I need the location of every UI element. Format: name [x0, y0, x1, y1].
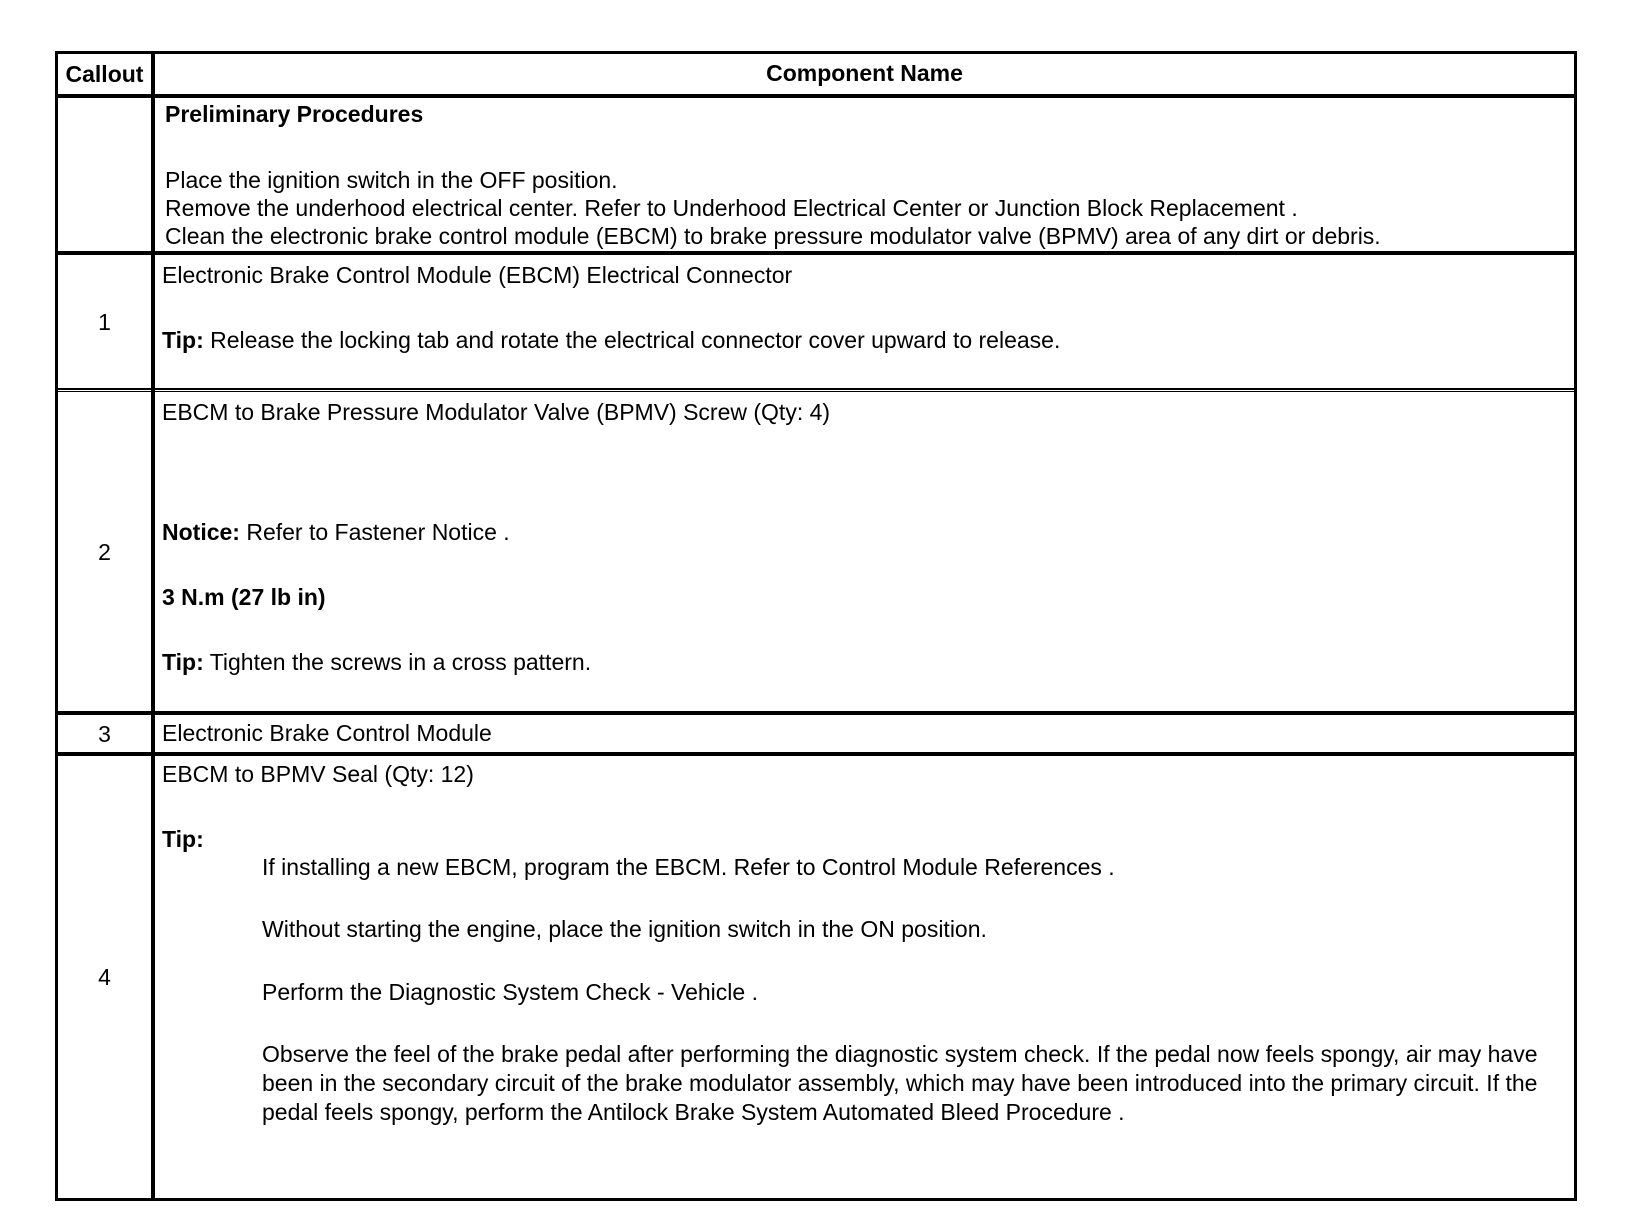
- callout-4: 4: [98, 963, 111, 990]
- row-divider: [58, 251, 1574, 255]
- prelim-line: Place the ignition switch in the OFF position.: [165, 167, 618, 193]
- component-name: EBCM to BPMV Seal (Qty: 12): [162, 761, 474, 787]
- component-name: Electronic Brake Control Module (EBCM) Electrical Connector: [162, 262, 793, 288]
- procedure-table: [55, 51, 1577, 1201]
- tip-text: Tighten the screws in a cross pattern.: [203, 649, 592, 675]
- prelim-title: Preliminary Procedures: [165, 101, 424, 127]
- callout-3: 3: [98, 720, 111, 747]
- callout-1: 1: [98, 309, 111, 335]
- row-divider: [58, 94, 1574, 98]
- tip-text: Release the locking tab and rotate the electrical connector cover upward to release.: [203, 327, 1061, 353]
- row-divider: [58, 388, 1574, 392]
- notice-line: [162, 518, 510, 547]
- tip-line: [162, 648, 591, 677]
- prelim-line: Clean the electronic brake control module (EBCM) to brake pressure modulator valve (BPMV) area of any dirt or debris.: [165, 223, 1381, 249]
- tip-line: [162, 326, 1060, 355]
- column-divider: [151, 54, 155, 1198]
- tip-label: Tip:: [162, 649, 204, 675]
- tip-label: Tip:: [162, 826, 204, 852]
- notice-label: Notice:: [162, 519, 240, 545]
- tip-step: Observe the feel of the brake pedal after performing the diagnostic system check. If the pedal now feels spongy, air may have been in the secondary circuit of the brake modulator assembly, which may have been introduced into the primary circuit. If the pedal feels spongy, perform the Antilock Brake System Automated Bleed Procedure .: [262, 1041, 1538, 1125]
- header-component-name: Component Name: [766, 60, 963, 86]
- tip-step: Perform the Diagnostic System Check - Vehicle .: [262, 979, 758, 1005]
- tip-label: Tip:: [162, 327, 204, 353]
- header-callout: Callout: [65, 60, 144, 87]
- row-divider: [58, 711, 1574, 715]
- torque-spec: 3 N.m (27 lb in): [162, 584, 326, 610]
- component-name: EBCM to Brake Pressure Modulator Valve (BPMV) Screw (Qty: 4): [162, 399, 831, 425]
- component-name: Electronic Brake Control Module: [162, 720, 492, 746]
- row-divider: [58, 752, 1574, 756]
- prelim-line: Remove the underhood electrical center. Refer to Underhood Electrical Center or Junction Block Replacement .: [165, 195, 1298, 221]
- tip-step: If installing a new EBCM, program the EBCM. Refer to Control Module References .: [262, 854, 1115, 880]
- notice-text: Refer to Fastener Notice .: [239, 519, 510, 545]
- callout-2: 2: [98, 538, 111, 565]
- tip-step: Without starting the engine, place the ignition switch in the ON position.: [262, 916, 987, 942]
